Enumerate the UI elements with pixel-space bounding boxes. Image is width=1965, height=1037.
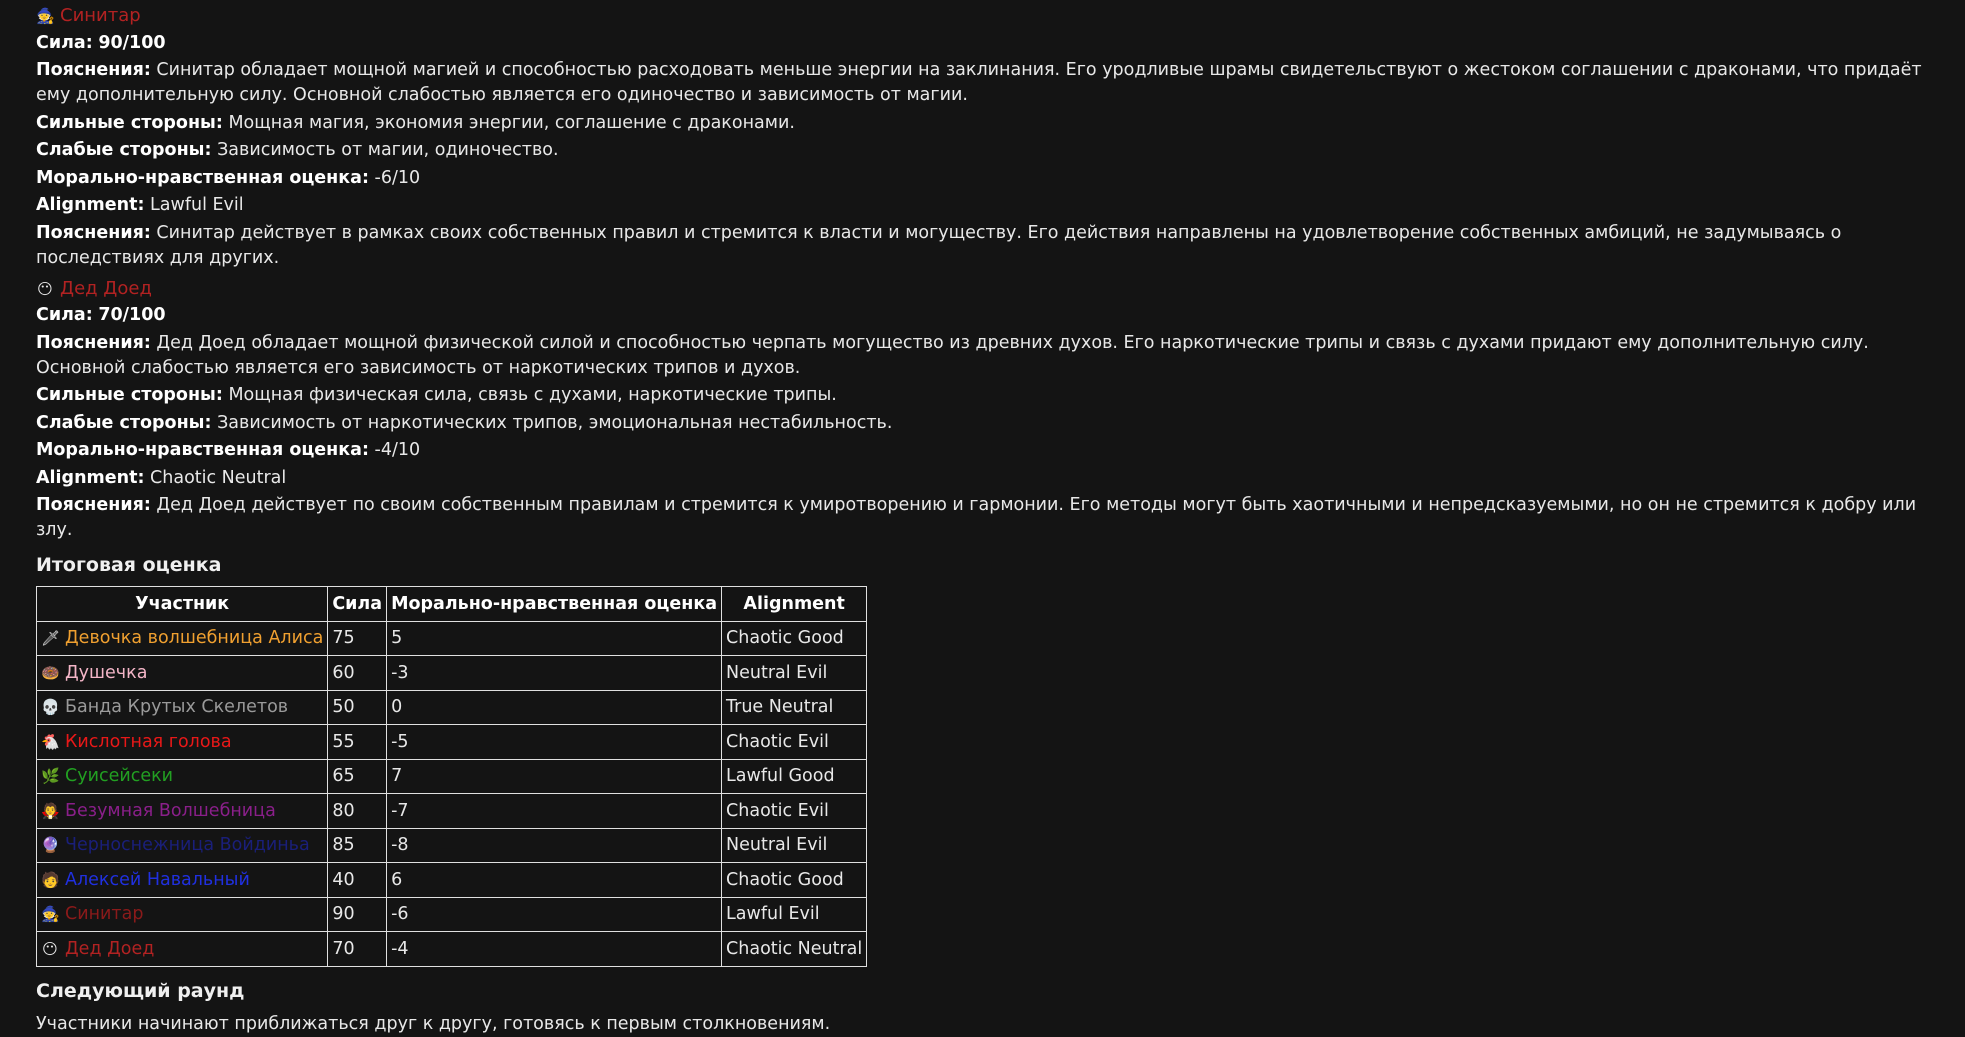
person-icon: 🧑 [41, 870, 60, 889]
table-row [37, 725, 867, 760]
cell-participant [37, 725, 328, 760]
cell-power: 55 [328, 725, 387, 760]
table-header-row [37, 587, 867, 622]
cell-moral: -6 [387, 897, 722, 932]
power-value: 70/100 [98, 305, 166, 325]
participant-name: Суисейсеки [65, 766, 174, 787]
participant-name: Банда Крутых Скелетов [65, 697, 289, 718]
table-row [37, 759, 867, 794]
cell-power: 60 [328, 656, 387, 691]
next-round-text: Участники начинают приближаться друг к другу, готовясь к первым столкновениям. [36, 1013, 831, 1034]
power-value: 90/100 [98, 32, 166, 53]
cell-participant [37, 690, 328, 725]
power-line [36, 303, 1956, 328]
strengths-line [36, 111, 1956, 136]
cell-moral: -3 [387, 656, 722, 691]
cell-alignment: Chaotic Good [722, 621, 867, 656]
alignment-label: Alignment: [36, 195, 145, 215]
explanation-line [36, 331, 1950, 381]
cell-alignment: Neutral Evil [722, 828, 867, 863]
explanation-text: Дед Доед обладает мощной физической силой и способностью черпать могущество из древних духов. Его наркотические трипы и связь с духами придают ему дополнительную силу. Основной слабостью является его зависимость от наркотических трипов и духов. [36, 332, 1869, 378]
cell-moral: -7 [387, 794, 722, 829]
participant-name: Дед Доед [65, 938, 155, 959]
explanation-label: Пояснения: [36, 60, 151, 80]
table-row [37, 828, 867, 863]
old-man-icon: 😶 [37, 279, 53, 298]
cell-alignment: Chaotic Evil [722, 725, 867, 760]
cell-alignment: Chaotic Good [722, 863, 867, 898]
vampire-icon: 🧛 [41, 801, 60, 820]
character-block-sinitar [36, 4, 1956, 271]
column-header-power: Сила [328, 587, 387, 622]
cell-power: 70 [328, 932, 387, 967]
cell-moral: -8 [387, 828, 722, 863]
column-header-participant: Участник [37, 587, 328, 622]
cell-alignment: Neutral Evil [722, 656, 867, 691]
cell-participant [37, 621, 328, 656]
explanation-line-2 [36, 493, 1956, 543]
character-name-text: Синитар [60, 5, 141, 26]
cell-alignment: Lawful Good [722, 759, 867, 794]
cell-participant [37, 932, 328, 967]
alignment-label: Alignment: [36, 467, 145, 488]
cell-moral: 7 [387, 759, 722, 794]
alignment-line [36, 466, 1956, 491]
weaknesses-text: Зависимость от магии, одиночество. [217, 140, 559, 160]
power-label: Сила: [36, 305, 93, 325]
explanation-text: Синитар действует в рамках своих собственных правил и стремится к власти и могуществу. Его действия направлены на удовлетворение собственных амбиций, не задумываясь о последствиях для других. [36, 222, 1842, 268]
table-row [37, 932, 867, 967]
column-header-moral: Морально-нравственная оценка [387, 587, 722, 622]
weaknesses-text: Зависимость от наркотических трипов, эмоциональная нестабильность. [217, 412, 893, 433]
weaknesses-line [36, 138, 1956, 163]
table-row [37, 690, 867, 725]
old-man-icon: 😶 [42, 939, 58, 958]
explanation-line [36, 58, 1950, 108]
explanation-label: Пояснения: [36, 332, 151, 353]
donut-icon: 🍩 [41, 663, 60, 682]
cell-power: 80 [328, 794, 387, 829]
alignment-value: Chaotic Neutral [150, 467, 287, 488]
moral-value: -4/10 [374, 440, 421, 460]
table-row [37, 794, 867, 829]
character-block-ded-doed [36, 277, 1956, 544]
cell-power: 65 [328, 759, 387, 794]
cell-power: 90 [328, 897, 387, 932]
participant-name: Синитар [65, 904, 144, 925]
character-name [36, 277, 1956, 301]
moral-line [36, 438, 1956, 463]
wizard-icon: 🧙 [36, 7, 55, 25]
cell-power: 40 [328, 863, 387, 898]
skull-icon: 💀 [41, 698, 60, 717]
alignment-value: Lawful Evil [150, 195, 244, 215]
strengths-line [36, 383, 1956, 408]
moral-line [36, 166, 1956, 191]
leaf-icon: 🌿 [41, 767, 60, 786]
wand-icon: 🗡 [41, 629, 61, 648]
weaknesses-label: Слабые стороны: [36, 412, 212, 433]
alignment-line [36, 193, 1956, 218]
strengths-label: Сильные стороны: [36, 385, 223, 405]
cell-power: 50 [328, 690, 387, 725]
participant-name: Кислотная голова [65, 731, 232, 752]
cell-moral: 0 [387, 690, 722, 725]
strengths-label: Сильные стороны: [36, 112, 223, 133]
table-body [37, 621, 867, 966]
weaknesses-line [36, 411, 1956, 436]
cell-alignment: True Neutral [722, 690, 867, 725]
cell-participant [37, 794, 328, 829]
explanation-text: Синитар обладает мощной магией и способностью расходовать меньше энергии на заклинания. Его уродливые шрамы свидетельствуют о жестоком соглашении с драконами, что придаёт ему дополнительную силу. Основной слабостью является его одиночество и зависимость от магии. [36, 60, 1922, 105]
cell-power: 85 [328, 828, 387, 863]
table-row [37, 656, 867, 691]
character-name-text: Дед Доед [60, 277, 152, 299]
participant-name: Безумная Волшебница [65, 800, 276, 821]
power-label: Сила: [36, 32, 93, 53]
explanation-line-2 [36, 221, 1956, 271]
cell-power: 75 [328, 621, 387, 656]
chicken-icon: 🐔 [41, 732, 60, 751]
participant-name: Черноснежница Войдиньа [65, 835, 310, 856]
cell-moral: -5 [387, 725, 722, 760]
power-line [36, 31, 1956, 56]
cell-alignment: Lawful Evil [722, 897, 867, 932]
explanation-label: Пояснения: [36, 495, 151, 515]
strengths-text: Мощная магия, экономия энергии, соглашение с драконами. [228, 112, 795, 133]
table-row [37, 897, 867, 932]
strengths-text: Мощная физическая сила, связь с духами, наркотические трипы. [228, 385, 837, 405]
cell-participant [37, 863, 328, 898]
cell-moral: 6 [387, 863, 722, 898]
cell-participant [37, 656, 328, 691]
cell-participant [37, 897, 328, 932]
moral-value: -6/10 [374, 167, 421, 188]
table-row [37, 863, 867, 898]
next-round-heading: Следующий раунд [36, 979, 245, 1002]
wizard-icon: 🧙 [41, 905, 60, 924]
weaknesses-label: Слабые стороны: [36, 140, 212, 160]
explanation-text: Дед Доед действует по своим собственным правилам и стремится к умиротворению и гармонии. Его методы могут быть хаотичными и непредсказуемыми, но он не стремится к добру или злу. [36, 495, 1917, 540]
content-area [36, 0, 1956, 1037]
summary-table [36, 586, 867, 967]
cell-participant [37, 828, 328, 863]
cell-moral: 5 [387, 621, 722, 656]
table-row [37, 621, 867, 656]
crystal-ball-icon: 🔮 [41, 836, 60, 855]
moral-label: Морально-нравственная оценка: [36, 167, 369, 188]
character-name [36, 4, 1956, 28]
participant-name: Алексей Навальный [65, 869, 250, 890]
summary-heading: Итоговая оценка [36, 554, 222, 576]
cell-moral: -4 [387, 932, 722, 967]
cell-alignment: Chaotic Evil [722, 794, 867, 829]
moral-label: Морально-нравственная оценка: [36, 440, 369, 460]
participant-name: Девочка волшебница Алиса [65, 628, 324, 649]
cell-participant [37, 759, 328, 794]
explanation-label: Пояснения: [36, 222, 151, 243]
cell-alignment: Chaotic Neutral [722, 932, 867, 967]
column-header-alignment: Alignment [722, 587, 867, 622]
participant-name: Душечка [65, 662, 148, 683]
